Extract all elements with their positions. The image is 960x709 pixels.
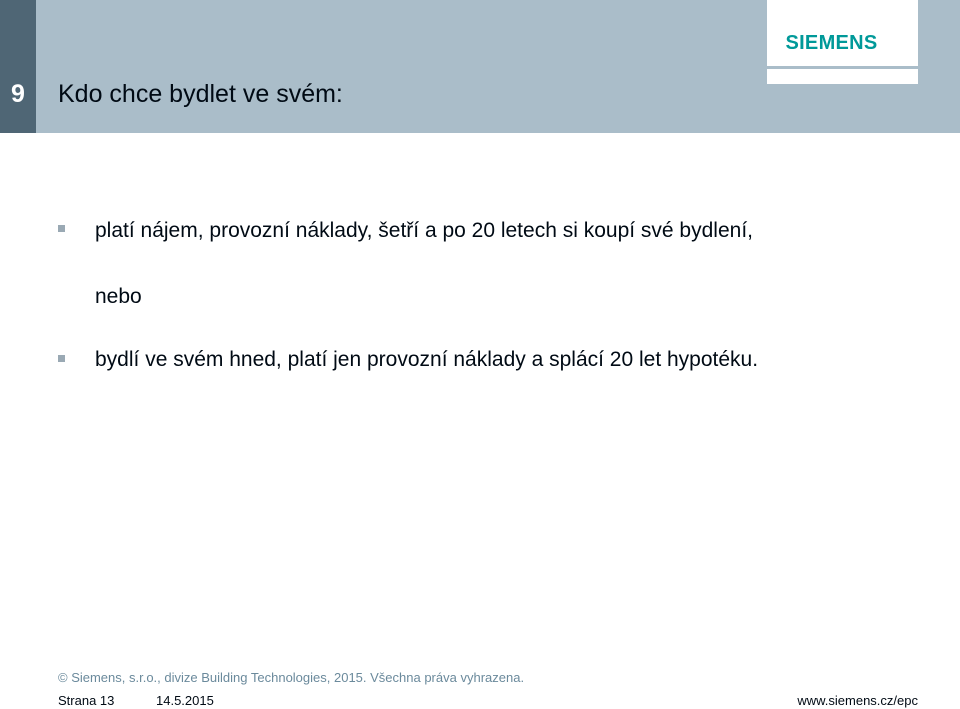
slide-title: Kdo chce bydlet ve svém: — [58, 80, 343, 108]
siemens-logo: SIEMENS — [785, 32, 878, 54]
bullet-text-2: bydlí ve svém hned, platí jen provozní náklady a splácí 20 let hypotéku. — [95, 348, 759, 371]
footer-page-number: Strana 13 — [58, 693, 115, 708]
bullet-text-1: platí nájem, provozní náklady, šetří a po 20 letech si koupí své bydlení, — [95, 219, 753, 242]
footer-url: www.siemens.cz/epc — [797, 693, 918, 708]
slide-number-box — [0, 0, 36, 133]
bullet-marker-1 — [58, 225, 65, 232]
slide-number: 9 — [11, 80, 25, 108]
connector-text: nebo — [95, 285, 142, 308]
footer-date: 14.5.2015 — [156, 693, 214, 708]
bullet-marker-2 — [58, 355, 65, 362]
footer-copyright: © Siemens, s.r.o., divize Building Technologies, 2015. Všechna práva vyhrazena. — [58, 670, 525, 685]
logo-underline-strip — [767, 69, 918, 84]
